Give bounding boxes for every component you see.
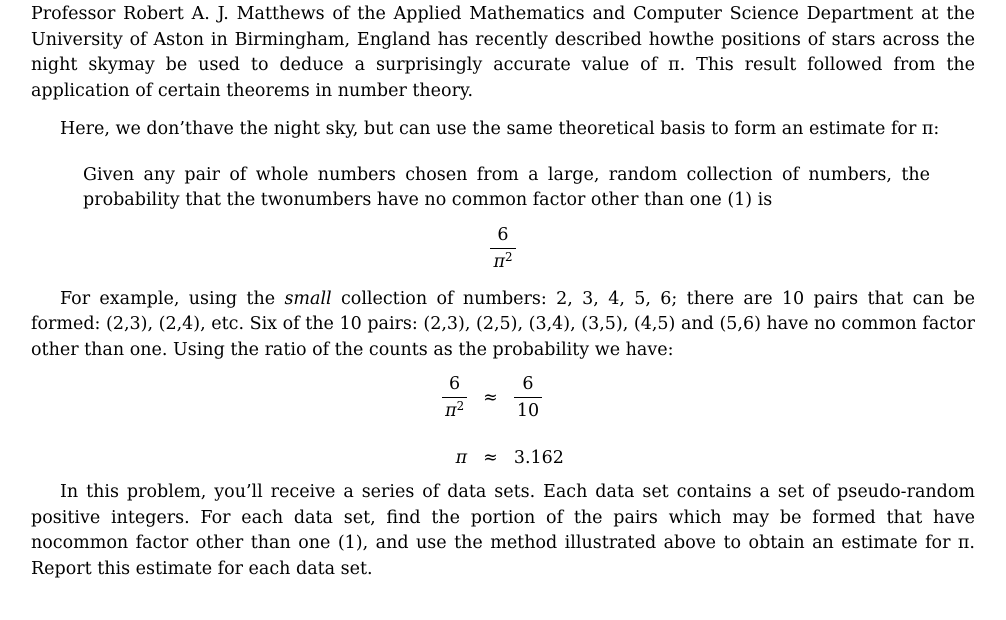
fraction-six-over-ten [514,373,542,422]
paragraph-night-sky: Here, we don’thave the night sky, but can use the same theoretical basis to form an estimate for π: [60,119,940,139]
fraction-numerator: 6 [449,374,461,394]
fraction-six-over-pi-squared [442,373,467,422]
equation1-lhs [442,373,467,422]
fraction-denominator: 10 [514,397,542,422]
equation1-rhs [514,373,542,422]
fraction-numerator: 6 [497,224,509,245]
example-text-post: collection of numbers: 2, 3, 4, 5, 6; there are 10 pairs that can be formed: (2,3), (2,4), etc. Six of the 10 pairs: (2,3), (2,5), (3,4), (3,5), (4,5) and (5,6) have no common factor other than one. Using the ratio of the counts as the probability we have: [31,288,975,360]
fraction-denominator [490,248,515,273]
fraction-numerator: 6 [522,374,534,394]
paragraph-example [31,287,975,364]
emphasis-small: small [284,288,332,309]
fraction-six-over-pi-squared [490,224,515,273]
paragraph-problem-task: In this problem, you’ll receive a series of data sets. Each data set contains a set of pseudo-random positive integers. For each data set, find the portion of the pairs which may be formed that have nocommon factor other than one (1), and use the method illustrated above to obtain an estimate for π. Report this estimate for each data set. [31,482,975,579]
approx-symbol: ≈ [483,448,498,468]
fraction-denominator [442,397,467,422]
equation2-lhs [456,448,468,468]
approx-symbol: ≈ [483,387,498,408]
paragraph-professor-intro: Professor Robert A. J. Matthews of the Applied Mathematics and Computer Science Department at the University of Aston in Birmingham, England has recently described howthe positions of stars across the night skymay be used to deduce a surprisingly accurate value of π. This result followed from the application of certain theorems in number theory. [31,4,975,101]
probability-formula [31,224,975,273]
blockquote-probability-theorem: Given any pair of whole numbers chosen from a large, random collection of numbers, the probability that the twonumbers have no common factor other than one (1) is [83,164,930,210]
equation2-rhs-value: 3.162 [513,448,564,468]
exponent-two: 2 [504,249,513,264]
example-text-pre: For example, using the [60,288,285,309]
pi-symbol: π [445,401,457,421]
estimate-equations [31,373,975,468]
pi-symbol: π [493,251,505,272]
pi-symbol: π [455,448,468,468]
exponent-two: 2 [456,399,465,414]
